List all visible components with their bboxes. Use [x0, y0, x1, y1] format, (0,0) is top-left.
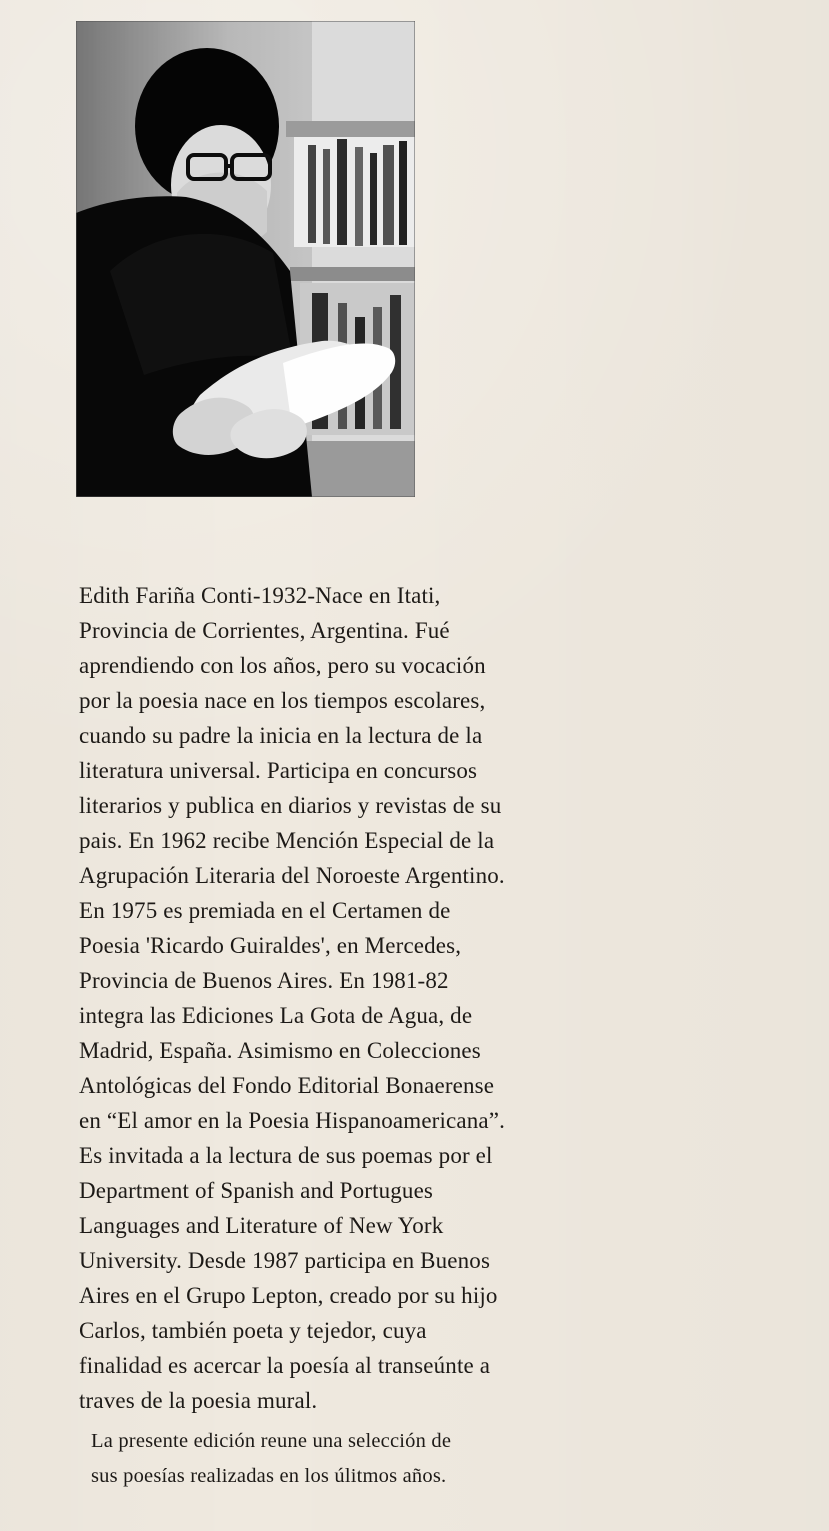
bio-line: Antológicas del Fondo Editorial Bonaerense	[79, 1073, 495, 1098]
bio-line: Aires en el Grupo Lepton, creado por su hijo	[79, 1283, 498, 1308]
bio-line: pais. En 1962 recibe Mención Especial de la	[79, 828, 495, 853]
bio-line: Department of Spanish and Portugues	[79, 1178, 434, 1203]
bio-line: en “El amor en la Poesia Hispanoamericana”.	[79, 1108, 506, 1133]
author-photo	[76, 21, 415, 497]
bio-line: Agrupación Literaria del Noroeste Argentino.	[79, 863, 505, 888]
author-photo-image	[76, 21, 415, 497]
bio-line: Poesia 'Ricardo Guiraldes', en Mercedes,	[79, 933, 462, 958]
edition-note	[91, 1424, 601, 1494]
bio-line: literatura universal. Participa en concursos	[79, 758, 478, 783]
bio-line: literarios y publica en diarios y revistas de su	[79, 793, 502, 818]
bio-line: Edith Fariña Conti-1932-Nace en Itati,	[79, 583, 441, 608]
bio-line: traves de la poesia mural.	[79, 1388, 318, 1413]
bio-line: Carlos, también poeta y tejedor, cuya	[79, 1318, 427, 1343]
edition-note-line: sus poesías realizadas en los úlitmos años.	[91, 1465, 447, 1487]
bio-line: Provincia de Corrientes, Argentina. Fué	[79, 618, 450, 643]
bio-line: por la poesia nace en los tiempos escolares,	[79, 688, 486, 713]
bio-line: University. Desde 1987 participa en Buenos	[79, 1248, 491, 1273]
bio-line: Es invitada a la lectura de sus poemas por el	[79, 1143, 493, 1168]
bio-line: cuando su padre la inicia en la lectura de la	[79, 723, 483, 748]
author-biography	[79, 578, 627, 1418]
bio-line: En 1975 es premiada en el Certamen de	[79, 898, 451, 923]
bio-line: Madrid, España. Asimismo en Colecciones	[79, 1038, 481, 1063]
bio-line: integra las Ediciones La Gota de Agua, de	[79, 1003, 473, 1028]
bio-line: aprendiendo con los años, pero su vocación	[79, 653, 486, 678]
bio-line: Languages and Literature of New York	[79, 1213, 444, 1238]
bio-line: Provincia de Buenos Aires. En 1981-82	[79, 968, 449, 993]
bio-line: finalidad es acercar la poesía al transeúnte a	[79, 1353, 491, 1378]
edition-note-line: La presente edición reune una selección de	[91, 1430, 452, 1452]
